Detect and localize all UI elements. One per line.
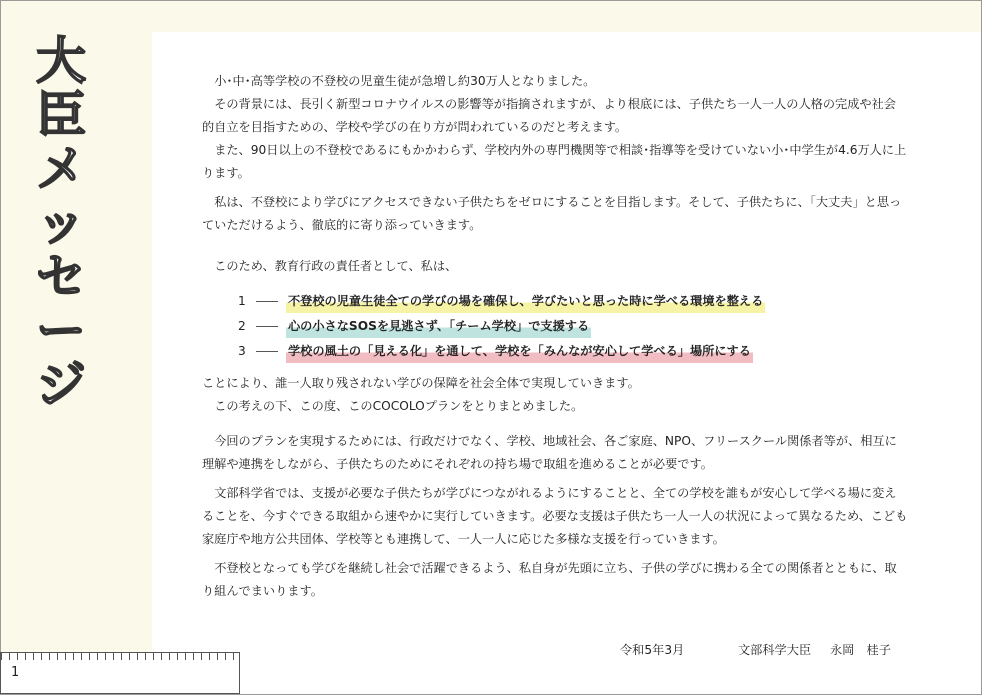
- paragraph: ことにより、誰一人取り残されない学びの保障を社会全体で実現していきます。: [202, 376, 640, 390]
- list-text: 不登校の児童生徒全ての学びの場を確保し、学びたいと思った時に学べる環境を整える: [286, 290, 765, 313]
- list-text: 学校の風土の「見える化」を通して、学校を「みんなが安心して学べる」場所にする: [286, 340, 753, 363]
- title-char: メ: [36, 140, 86, 198]
- signature-name: 永岡 桂子: [830, 643, 891, 657]
- page-number: 1: [11, 665, 20, 680]
- page-ruler: [0, 652, 240, 694]
- title-char: ジ: [36, 356, 86, 414]
- paragraph: この考えの下、この度、このCOCOLOプランをとりまとめました。: [214, 399, 584, 413]
- title-char: ッ: [36, 194, 86, 252]
- signature-org: 文部科学大臣: [738, 643, 812, 657]
- list-number: 1: [238, 294, 246, 308]
- list-item: [238, 289, 908, 314]
- paragraph: 私は、不登校により学びにアクセスできない子供たちをゼロにすることを目指します。そして、子供たちに、「大丈夫」と思っていただけるよう、徹底的に寄り添っていきます。: [202, 195, 902, 232]
- paragraph: 文部科学省では、支援が必要な子供たちが学びにつながれるようにすることと、全ての学校を誰もが安心して学べる場に変えることを、今すぐできる取組から速やかに実行していきます。必要な支援は子供たち一人一人の状況によって異なるため、こども家庭庁や地方公共団体、学校等とも連携して、一人一人に応じた多様な支援を行っていきます。: [202, 486, 908, 546]
- paragraph: その背景には、長引く新型コロナウイルスの影響等が指摘されますが、より根底には、子供たち一人一人の人格の完成や社会的自立を目指すための、学校や学びの在り方が問われているのだと考えます。: [202, 97, 896, 134]
- title-char: 大: [36, 32, 86, 90]
- list-number: 2: [238, 319, 246, 333]
- dash-line: [256, 351, 278, 352]
- paragraph: また、90日以上の不登校であるにもかかわらず、学校内外の専門機関等で相談･指導等を受けていない小･中学生が4.6万人に上ります。: [202, 143, 907, 180]
- list-item: [238, 339, 908, 364]
- signature-date: 令和5年3月: [620, 643, 685, 657]
- paragraph: 不登校となっても学びを継続し社会で活躍できるよう、私自身が先頭に立ち、子供の学びに携わる全ての関係者とともに、取り組んでまいります。: [202, 561, 897, 598]
- list-item: [238, 314, 908, 339]
- dash-line: [256, 301, 278, 302]
- dash-line: [256, 326, 278, 327]
- paragraph: 小･中･高等学校の不登校の児童生徒が急増し約30万人となりました。: [214, 74, 596, 88]
- paragraph: このため、教育行政の責任者として、私は、: [214, 259, 458, 273]
- title-char: ー: [36, 302, 86, 360]
- list-number: 3: [238, 344, 246, 358]
- title-char: 臣: [36, 86, 86, 144]
- vertical-title: [26, 34, 96, 412]
- signature-line: [620, 641, 891, 658]
- paragraph: 今回のプランを実現するためには、行政だけでなく、学校、地域社会、各ご家庭、NPO、フリースクール関係者等が、相互に理解や連携をしながら、子供たちのためにそれぞれの持ち場で取組を進めることが必要です。: [202, 434, 897, 471]
- list-text: 心の小さなSOSを見逃さず、「チーム学校」で支援する: [286, 315, 591, 338]
- commitment-list: [238, 289, 908, 364]
- message-body: [202, 70, 908, 603]
- title-char: セ: [36, 248, 86, 306]
